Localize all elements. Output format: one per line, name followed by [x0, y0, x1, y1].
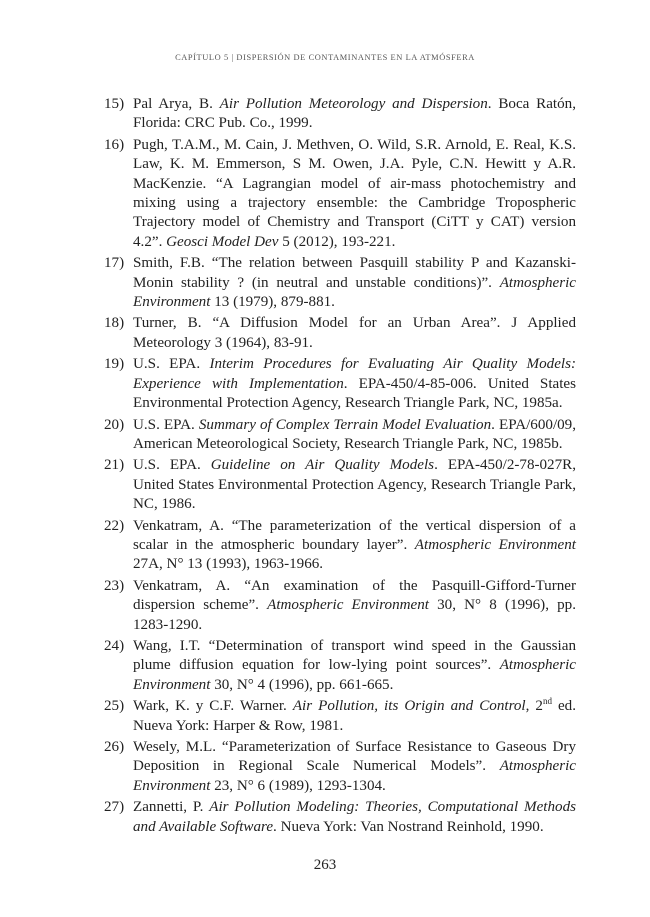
reference-number: 15) — [104, 96, 125, 112]
reference-title: Atmospheric Environment — [267, 597, 429, 614]
reference-segment: Venkatram, A. “An examination of the Pasquill-Gifford-Turner dispersion scheme”. — [133, 577, 576, 614]
reference-title: Air Pollution Meteorology and Dispersion — [219, 96, 488, 112]
reference-segment: U.S. EPA. — [133, 356, 210, 373]
reference-segment: 30, N° 8 (1996), pp. 1283-1290. — [133, 597, 576, 633]
reference-segment: Wark, K. y C.F. Warner. — [133, 698, 293, 715]
reference-title: Air Pollution Modeling: Theories, Computational Methods and Available Software — [133, 799, 576, 835]
reference-segment: Wesely, M.L. “Parameterization of Surface Resistance to Gaseous Dry Deposition in Regional Scale Numerical Models”. — [133, 739, 576, 775]
reference-text — [133, 698, 576, 733]
reference-item — [104, 738, 576, 796]
reference-title: Air Pollution, its Origin and Control — [292, 698, 526, 715]
reference-number: 24) — [104, 637, 125, 654]
reference-title: Atmospheric Environment — [133, 657, 576, 693]
reference-title: Atmospheric Environment — [133, 274, 576, 311]
reference-number: 18) — [104, 315, 125, 332]
reference-segment: U.S. EPA. — [133, 416, 199, 433]
reference-segment: 23, N° 6 (1989), 1293-1304. — [210, 777, 386, 794]
reference-title: Atmospheric Environment — [414, 536, 576, 553]
reference-segment: 27A, N° 13 (1993), 1963-1966. — [133, 556, 324, 573]
reference-segment: Turner, B. “A Diffusion Model for an Urban Area”. J Applied Meteorology 3 (1964), 83-91. — [133, 315, 576, 351]
reference-text — [133, 799, 576, 834]
reference-text — [133, 255, 576, 310]
reference-segment: Pal Arya, B. — [133, 96, 220, 112]
reference-segment: 30, N° 4 (1996), pp. 661-665. — [210, 676, 394, 693]
reference-title: Interim Procedures for Evaluating Air Quality Models: Experience with Implementation — [133, 356, 576, 392]
reference-segment: ed. Nueva York: Harper & Row, 1981. — [133, 698, 576, 734]
reference-segment: 13 (1979), 879-881. — [210, 294, 335, 311]
reference-item — [104, 254, 576, 312]
reference-segment: . Nueva York: Van Nostrand Reinhold, 1990. — [273, 818, 544, 835]
reference-item — [104, 637, 576, 695]
reference-item — [104, 136, 576, 252]
reference-number: 20) — [104, 416, 125, 433]
reference-list — [104, 95, 576, 839]
reference-segment: , 2 — [525, 698, 543, 715]
reference-number: 22) — [104, 517, 125, 534]
reference-text — [133, 96, 576, 131]
reference-item — [104, 798, 576, 837]
reference-segment: nd — [542, 696, 552, 707]
reference-segment: Pugh, T.A.M., M. Cain, J. Methven, O. Wild, S.R. Arnold, E. Real, K.S. Law, K. M. Emmerson, S M. Owen, J.A. Pyle, C.N. Hewitt y A.R. MacKenzie. “A Lagrangian model of air-mass photochemistry and mixing using a trajectory ensemble: the Cambridge Tropospheric Trajectory model of Chemistry and Transport (CiTT y CAT) version 4.2”. — [133, 136, 576, 250]
reference-segment: U.S. EPA. — [133, 457, 211, 474]
reference-text — [133, 518, 576, 573]
reference-text — [133, 739, 576, 794]
reference-text — [133, 137, 576, 250]
page-number: 263 — [313, 857, 337, 873]
reference-text — [133, 638, 576, 693]
reference-item — [104, 577, 576, 635]
reference-segment: Wang, I.T. “Determination of transport wind speed in the Gaussian plume diffusion equation for low-lying point sources”. — [133, 637, 576, 674]
reference-item — [104, 416, 576, 455]
reference-number: 23) — [104, 577, 125, 594]
reference-segment: . EPA-450/4-85-006. United States Environmental Protection Agency, Research Triangle Park, NC, 1985a. — [133, 375, 576, 412]
reference-text — [133, 578, 576, 633]
reference-number: 26) — [104, 739, 125, 755]
reference-segment: . EPA-450/2-78-027R, United States Environmental Protection Agency, Research Triangle Park, NC, 1986. — [133, 457, 576, 513]
reference-text — [133, 417, 576, 452]
running-header: CAPÍTULO 5 | DISPERSIÓN DE CONTAMINANTES EN LA ATMÓSFERA — [175, 53, 475, 62]
reference-text — [133, 315, 576, 350]
reference-item — [104, 95, 576, 134]
reference-item — [104, 517, 576, 575]
reference-item — [104, 697, 576, 736]
reference-item — [104, 314, 576, 353]
reference-number: 27) — [104, 799, 125, 816]
reference-segment: Venkatram, A. “The parameterization of the vertical dispersion of a scalar in the atmospheric boundary layer”. — [133, 517, 576, 553]
reference-title: Geosci Model Dev — [166, 233, 279, 250]
reference-segment: Smith, F.B. “The relation between Pasquill stability P and Kazanski-Monin stability ? (in neutral and unstable conditions)”. — [133, 255, 576, 291]
reference-title: Guideline on Air Quality Models — [210, 457, 435, 474]
reference-segment: . EPA/600/09, American Meteorological Society, Research Triangle Park, NC, 1985b. — [133, 416, 576, 452]
reference-number: 19) — [104, 356, 125, 373]
reference-title: Atmospheric Environment — [133, 758, 576, 794]
reference-number: 21) — [104, 457, 125, 474]
reference-item — [104, 355, 576, 413]
reference-title: Summary of Complex Terrain Model Evaluation — [198, 416, 492, 433]
reference-number: 16) — [104, 136, 125, 153]
reference-segment: Zannetti, P. — [133, 799, 210, 816]
reference-segment: . Boca Ratón, Florida: CRC Pub. Co., 1999. — [133, 96, 576, 132]
reference-number: 17) — [104, 255, 125, 272]
reference-segment: 5 (2012), 193-221. — [278, 233, 396, 250]
reference-number: 25) — [104, 698, 125, 715]
reference-item — [104, 456, 576, 514]
reference-text — [133, 457, 576, 512]
reference-text — [133, 356, 576, 411]
